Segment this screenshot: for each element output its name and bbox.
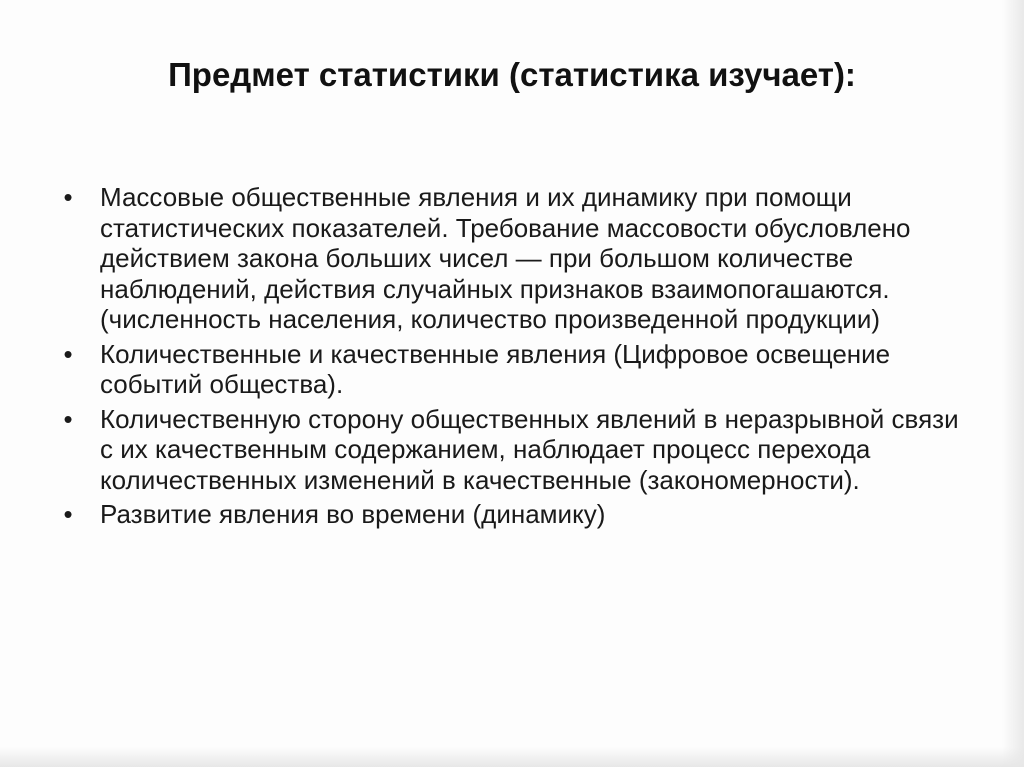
slide-edge-shadow-right [1002, 0, 1024, 767]
bullet-text: Массовые общественные явления и их динамику при помощи статистических показателей. Требование массовости обусловлено действием закона больших чисел — при большом количестве наблюдений, действия случайных признаков взаимопогашаются. (численность населения, количество произведенной продукции) [100, 182, 911, 334]
bullet-item-quantitative-qualitative [60, 339, 960, 400]
bullet-item-mass-phenomena [60, 182, 960, 335]
slide-title: Предмет статистики (статистика изучает): [168, 56, 856, 93]
bullet-point-icon: • [63, 338, 73, 369]
bullet-text: Количественную сторону общественных явлений в неразрывной связи с их качественным содержанием, наблюдает процесс перехода количественных изменений в качественные (закономерности). [100, 403, 959, 495]
bullet-text: Развитие явления во времени (динамику) [100, 499, 606, 529]
bullet-point-icon: • [63, 499, 73, 529]
bullet-point-icon: • [63, 403, 73, 434]
bullet-text: Количественные и качественные явления (Цифровое освещение событий общества). [100, 338, 891, 399]
bullet-point-icon: • [63, 182, 73, 212]
bullet-list [60, 182, 960, 534]
bullet-item-quantitative-side [60, 404, 960, 496]
bullet-item-development-over-time [60, 499, 960, 530]
slide-edge-shadow-bottom [0, 747, 1024, 767]
